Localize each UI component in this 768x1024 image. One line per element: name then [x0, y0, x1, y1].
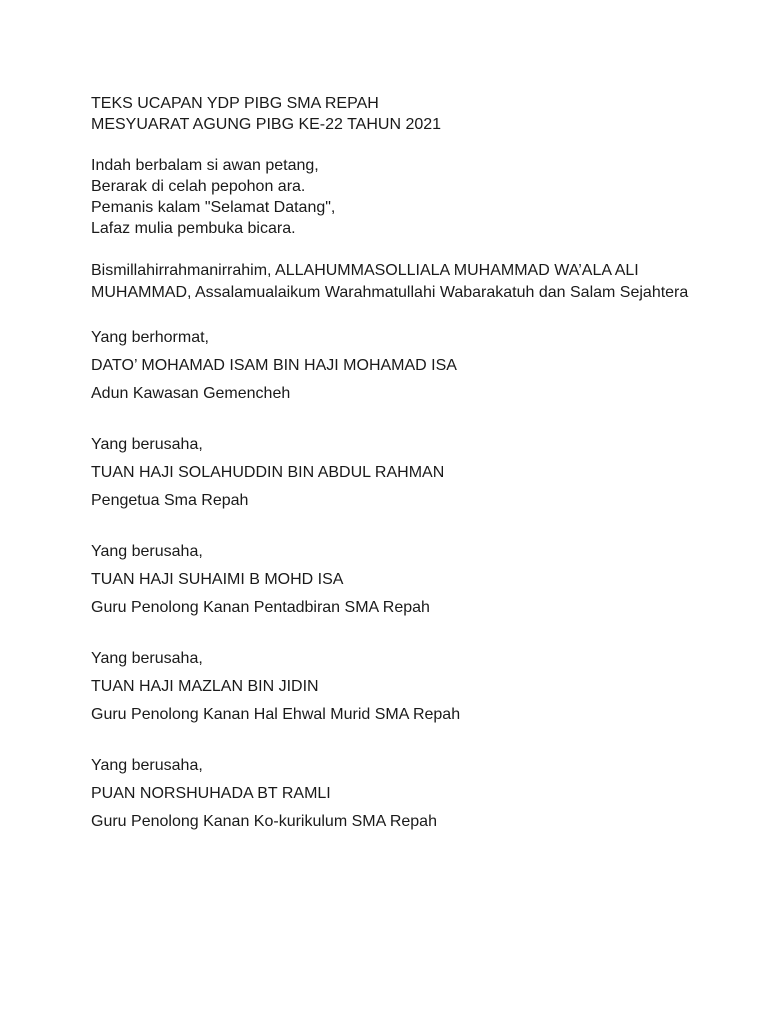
greeting-position: Adun Kawasan Gemencheh — [91, 385, 291, 402]
pantun-line-1: Indah berbalam si awan petang, — [91, 157, 319, 174]
greeting-entry — [91, 324, 711, 408]
greeting-position: Guru Penolong Kanan Ko-kurikulum SMA Repah — [91, 813, 437, 830]
pantun-line-3: Pemanis kalam "Selamat Datang", — [91, 199, 336, 216]
greeting-list — [91, 324, 711, 836]
greeting-entry — [91, 538, 711, 622]
greeting-entry — [91, 645, 711, 729]
title-line-2: MESYUARAT AGUNG PIBG KE-22 TAHUN 2021 — [91, 116, 442, 133]
pantun-verse — [91, 155, 711, 239]
document-body — [91, 93, 711, 859]
greeting-name: PUAN NORSHUHADA BT RAMLI — [91, 785, 331, 802]
greeting-honorific: Yang berhormat, — [91, 329, 209, 346]
greeting-name: TUAN HAJI SOLAHUDDIN BIN ABDUL RAHMAN — [91, 464, 445, 481]
greeting-entry — [91, 752, 711, 836]
greeting-name: TUAN HAJI SUHAIMI B MOHD ISA — [91, 571, 344, 588]
greeting-position: Guru Penolong Kanan Pentadbiran SMA Repah — [91, 599, 430, 616]
greeting-honorific: Yang berusaha, — [91, 543, 203, 560]
greeting-name: TUAN HAJI MAZLAN BIN JIDIN — [91, 678, 319, 695]
greeting-honorific: Yang berusaha, — [91, 436, 203, 453]
pantun-line-2: Berarak di celah pepohon ara. — [91, 178, 306, 195]
opening-salutation: Bismillahirrahmanirrahim, ALLAHUMMASOLLIALA MUHAMMAD WA’ALA ALI MUHAMMAD, Assalamualaikum Warahmatullahi Wabarakatuh dan Salam Sejahtera — [91, 262, 689, 301]
greeting-name: DATO’ MOHAMAD ISAM BIN HAJI MOHAMAD ISA — [91, 357, 457, 374]
document-title — [91, 93, 711, 135]
greeting-entry — [91, 431, 711, 515]
pantun-line-4: Lafaz mulia pembuka bicara. — [91, 220, 296, 237]
greeting-position: Guru Penolong Kanan Hal Ehwal Murid SMA Repah — [91, 706, 461, 723]
greeting-honorific: Yang berusaha, — [91, 757, 203, 774]
greeting-honorific: Yang berusaha, — [91, 650, 203, 667]
greeting-position: Pengetua Sma Repah — [91, 492, 249, 509]
title-line-1: TEKS UCAPAN YDP PIBG SMA REPAH — [91, 95, 379, 112]
